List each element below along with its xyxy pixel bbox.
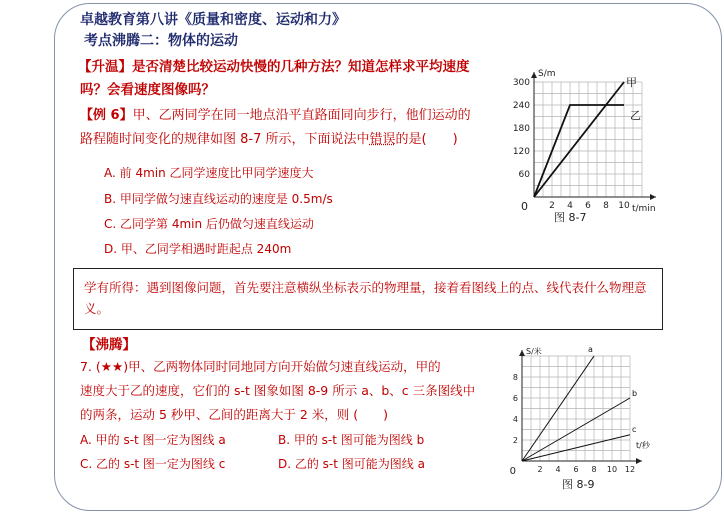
x-tick-label: 8 (591, 465, 597, 474)
y-tick-label: 6 (512, 394, 518, 403)
series-label-乙: 乙 (630, 109, 641, 122)
q7-line-1: 7. (★★)甲、乙两物体同时同地同方向开始做匀速直线运动，甲的 (80, 359, 441, 374)
y-tick-label: 4 (512, 415, 518, 424)
y-axis-label: S/米 (526, 347, 542, 356)
series-label-b: b (632, 389, 638, 398)
y-tick-label: 240 (512, 101, 530, 111)
summary-box (73, 268, 663, 330)
origin-label: 0 (521, 200, 528, 213)
x-tick-label: 6 (585, 201, 591, 211)
example6-option-a: A. 前 4min 乙同学速度比甲同学速度大 (104, 166, 314, 180)
x-tick-label: 2 (537, 465, 543, 474)
x-axis-label: t/min (632, 204, 656, 214)
warmup-tag: 【升温】 (78, 59, 132, 75)
y-tick-label: 60 (518, 170, 530, 180)
y-axis-arrow (519, 350, 525, 356)
x-axis-label: t/秒 (636, 441, 650, 450)
x-tick-label: 6 (573, 465, 579, 474)
summary-text: 学有所得：遇到图像问题，首先要注意横纵坐标表示的物理量，接着看图线上的点、线代表什么物理意义。 (84, 280, 647, 316)
example6-line-2 (80, 128, 458, 147)
example6-line-1 (80, 104, 471, 123)
x-tick-label: 10 (606, 465, 618, 474)
origin-label: 0 (509, 466, 516, 477)
section-subtitle: 考点沸腾二：物体的运动 (84, 33, 238, 49)
warmup-question-2: 吗？会看速度图像吗？ (80, 82, 215, 98)
q7-line-3: 的两条，运动 5 秒甲、乙间的距离大于 2 米，则 ( ) (80, 407, 389, 422)
example6-option-b: B. 甲同学做匀速直线运动的速度是 0.5m/s (104, 192, 333, 206)
chart-8-9 (500, 344, 668, 494)
warmup-question-1: 是否清楚比较运动快慢的几种方法？知道怎样求平均速度 (132, 59, 470, 75)
example6-tag: 【例 6】 (80, 108, 133, 123)
example6-option-d: D. 甲、乙同学相遇时距起点 240m (104, 242, 292, 256)
x-axis-arrow (650, 194, 656, 200)
figure-caption: 图 8-7 (554, 211, 587, 224)
warmup-line-1 (78, 55, 470, 75)
y-tick-label: 2 (512, 436, 518, 445)
q7-option-c: C. 乙的 s-t 图一定为图线 c (80, 457, 226, 471)
series-label-c: c (632, 424, 637, 434)
figure-caption: 图 8-9 (562, 478, 595, 491)
example6-text-2b: 的是( ) (395, 132, 458, 147)
q7-line-2: 速度大于乙的速度，它们的 s-t 图象如图 8-9 所示 a、b、c 三条图线中 (80, 383, 476, 398)
y-tick-label: 8 (512, 373, 518, 382)
example6-wrong-emphasis: 错误 (369, 132, 396, 147)
q7-option-d: D. 乙的 s-t 图可能为图线 a (278, 457, 425, 471)
x-axis-arrow (636, 458, 642, 464)
q7-option-a: A. 甲的 s-t 图一定为图线 a (80, 433, 226, 447)
y-tick-label: 180 (512, 124, 530, 134)
chart-8-7 (498, 56, 670, 228)
example6-option-c: C. 乙同学第 4min 后仍做匀速直线运动 (104, 217, 314, 231)
series-label-甲: 甲 (626, 76, 637, 89)
x-tick-label: 4 (567, 201, 573, 211)
y-tick-label: 300 (512, 78, 530, 88)
q7-option-b: B. 甲的 s-t 图可能为图线 b (278, 433, 425, 447)
page-title: 卓越教育第八讲《质量和密度、运动和力》 (80, 12, 346, 28)
y-axis-arrow (531, 72, 537, 78)
y-axis-label: S/m (538, 69, 556, 79)
x-tick-label: 4 (555, 465, 561, 474)
x-tick-label: 10 (618, 201, 630, 211)
series-label-a: a (588, 345, 593, 354)
example6-text-1: 甲、乙两同学在同一地点沿平直路面同向步行，他们运动的 (132, 108, 471, 123)
example6-text-2a: 路程随时间变化的规律如图 8-7 所示，下面说法中 (80, 132, 370, 147)
y-tick-label: 120 (512, 147, 530, 157)
x-tick-label: 12 (624, 465, 636, 474)
x-tick-label: 8 (603, 201, 609, 211)
boiling-tag: 【沸腾】 (82, 337, 136, 353)
x-tick-label: 2 (549, 201, 555, 211)
